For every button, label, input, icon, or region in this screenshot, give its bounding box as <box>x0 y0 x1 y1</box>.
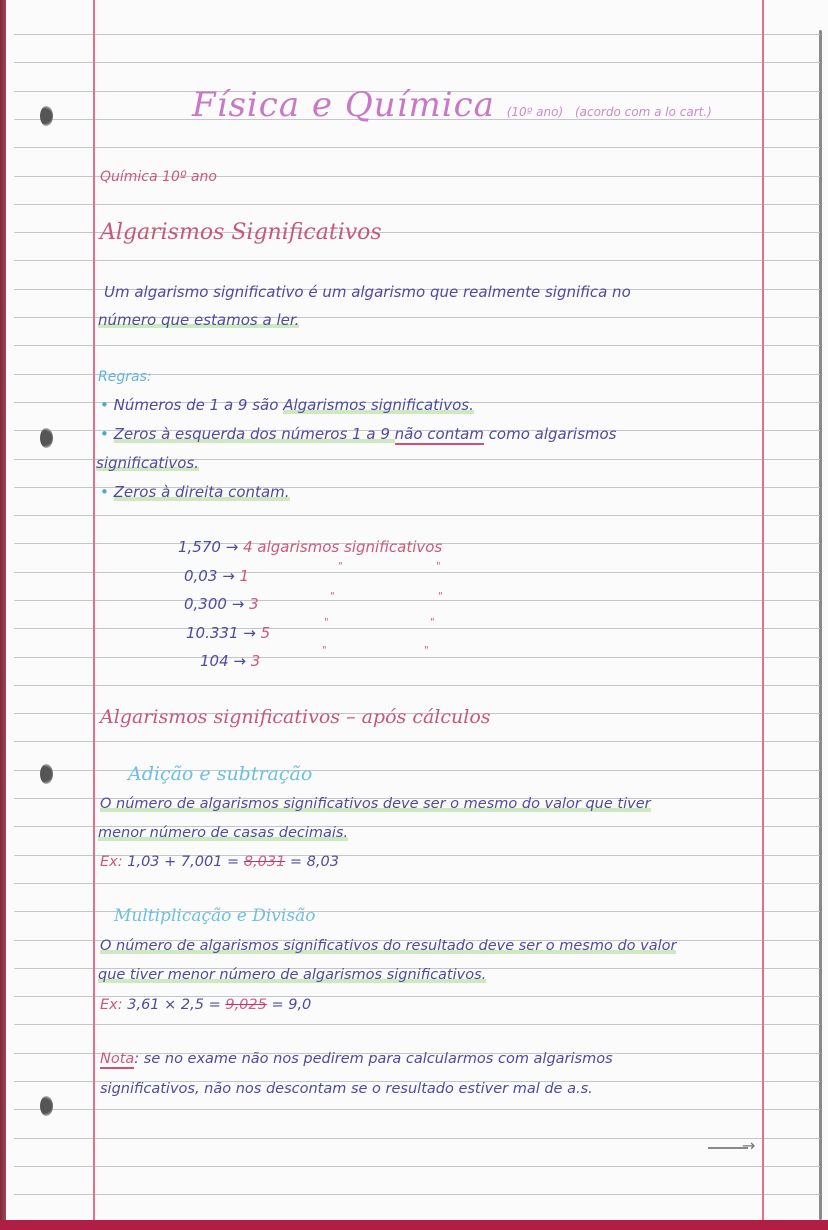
note-label: Nota <box>100 1051 135 1067</box>
ruled-line <box>14 572 820 573</box>
rule-text-highlight: Zeros à direita contam. <box>113 483 290 501</box>
example-count: 5 <box>260 624 271 642</box>
ruled-line <box>14 600 820 601</box>
example-count: 3 <box>249 595 259 613</box>
example-label: algarismos significativos <box>257 538 443 556</box>
rule-text-underlined: não contam <box>394 425 484 443</box>
multiplication-rule-line <box>100 939 676 954</box>
title-agreement-note: (acordo com a lo cart.) <box>574 105 712 119</box>
example-count: 4 <box>243 538 253 556</box>
addition-example <box>100 855 339 870</box>
continue-arrow-icon: → <box>742 1136 756 1155</box>
struck-value: 8,031 <box>243 854 286 870</box>
binder-hole-icon <box>40 764 53 784</box>
example-result: = 8,03 <box>285 854 339 870</box>
note-text: : se no exame não nos pedirem para calcularmos com algarismos <box>134 1051 613 1067</box>
title-grade-note: (10º ano) <box>506 105 564 119</box>
title-text: Física e Química <box>192 85 495 125</box>
ruled-line <box>14 685 820 686</box>
note-line: significativos, não nos descontam se o resultado estiver mal de a.s. <box>100 1081 593 1097</box>
example-row <box>200 654 260 669</box>
notebook-cover-edge <box>0 1220 828 1230</box>
rules-label: Regras: <box>98 369 152 385</box>
definition-text: Um algarismo significativo é um algarismo que realmente significa no <box>104 283 631 301</box>
page-right-edge <box>819 30 822 1220</box>
ruled-line <box>14 515 820 516</box>
addition-rule-text: O número de algarismos significativos deve ser o mesmo do valor que tiver <box>100 796 651 812</box>
example-number: 0,03 <box>184 567 218 585</box>
arrow-icon: → <box>225 538 239 556</box>
rule-text: como algarismos <box>483 425 617 443</box>
example-number: 10.331 <box>186 624 239 642</box>
rule-item <box>100 398 474 413</box>
ruled-line <box>14 1109 820 1110</box>
example-prefix: Ex: <box>100 854 123 870</box>
ruled-line <box>14 1138 820 1139</box>
bullet-icon: • <box>100 425 109 443</box>
ruled-line <box>14 657 820 658</box>
binder-hole-icon <box>40 106 53 126</box>
subsection-heading-addition: Adição e subtração <box>128 763 313 785</box>
arrow-icon: → <box>233 652 246 670</box>
ruled-line <box>14 1194 820 1195</box>
section-heading: Algarismos Significativos <box>100 220 382 245</box>
bullet-icon: • <box>100 483 109 501</box>
subsection-heading-multiplication: Multiplicação e Divisão <box>114 906 316 926</box>
ruled-line <box>14 1166 820 1167</box>
rule-text-highlight: Zeros à esquerda dos números 1 a 9 <box>113 425 395 443</box>
struck-value: 9,025 <box>225 997 267 1013</box>
arrow-icon: → <box>243 624 256 642</box>
rule-item <box>100 485 290 500</box>
ditto-mark: " <box>438 591 443 602</box>
definition-line <box>98 313 299 328</box>
multiplication-rule-line: que tiver menor número de algarismos significativos. <box>98 967 487 983</box>
binder-hole-icon <box>40 1096 53 1116</box>
definition-line <box>104 285 631 300</box>
example-count: 3 <box>250 652 261 670</box>
page-spine-edge <box>0 0 6 1230</box>
ditto-mark: " <box>436 561 441 572</box>
example-row <box>178 540 442 555</box>
ruled-line <box>14 741 820 742</box>
ruled-line <box>14 62 820 63</box>
ruled-line <box>14 628 820 629</box>
rule-text-highlight: Algarismos significativos. <box>283 396 474 414</box>
ruled-line <box>14 147 820 148</box>
example-expression: 1,03 + 7,001 = <box>127 854 244 870</box>
page-title <box>192 85 712 125</box>
ruled-line <box>14 260 820 261</box>
rule-item-continuation: significativos. <box>96 454 199 472</box>
example-count: 1 <box>239 567 250 585</box>
bullet-icon: • <box>100 396 109 414</box>
addition-rule-line: menor número de casas decimais. <box>98 825 349 841</box>
example-expression: 3,61 × 2,5 = <box>127 997 226 1013</box>
example-number: 1,570 <box>178 538 221 556</box>
left-margin-line <box>93 0 95 1222</box>
ditto-mark: " <box>430 617 435 628</box>
subject-label: Química 10º ano <box>100 169 217 185</box>
binder-hole-icon <box>40 428 53 448</box>
example-row <box>184 597 259 612</box>
example-number: 104 <box>200 652 229 670</box>
rule-text: Números de 1 a 9 são <box>113 396 284 414</box>
ruled-line <box>14 883 820 884</box>
example-row <box>184 569 249 584</box>
ditto-mark: " <box>324 617 329 628</box>
ditto-mark: " <box>338 561 343 572</box>
note-line <box>100 1052 613 1067</box>
ruled-line <box>14 34 820 35</box>
arrow-icon: → <box>231 595 245 613</box>
ruled-line <box>14 345 820 346</box>
ditto-mark: " <box>330 591 335 602</box>
ditto-mark: " <box>424 645 429 656</box>
rule-item <box>100 427 616 442</box>
ditto-mark: " <box>322 645 327 656</box>
definition-text: número que estamos a ler. <box>98 311 300 329</box>
example-result: = 9,0 <box>266 997 312 1013</box>
right-margin-line <box>762 0 764 1222</box>
ruled-line <box>14 1024 820 1025</box>
example-number: 0,300 <box>184 595 227 613</box>
ruled-line <box>14 204 820 205</box>
multiplication-rule-text: O número de algarismos significativos do resultado deve ser o mesmo do valor <box>100 938 677 954</box>
section-heading: Algarismos significativos – após cálculos <box>100 706 491 728</box>
addition-rule-line <box>100 797 651 812</box>
example-prefix: Ex: <box>100 997 123 1013</box>
multiplication-example <box>100 998 311 1013</box>
arrow-icon: → <box>222 567 235 585</box>
example-row <box>186 626 270 641</box>
